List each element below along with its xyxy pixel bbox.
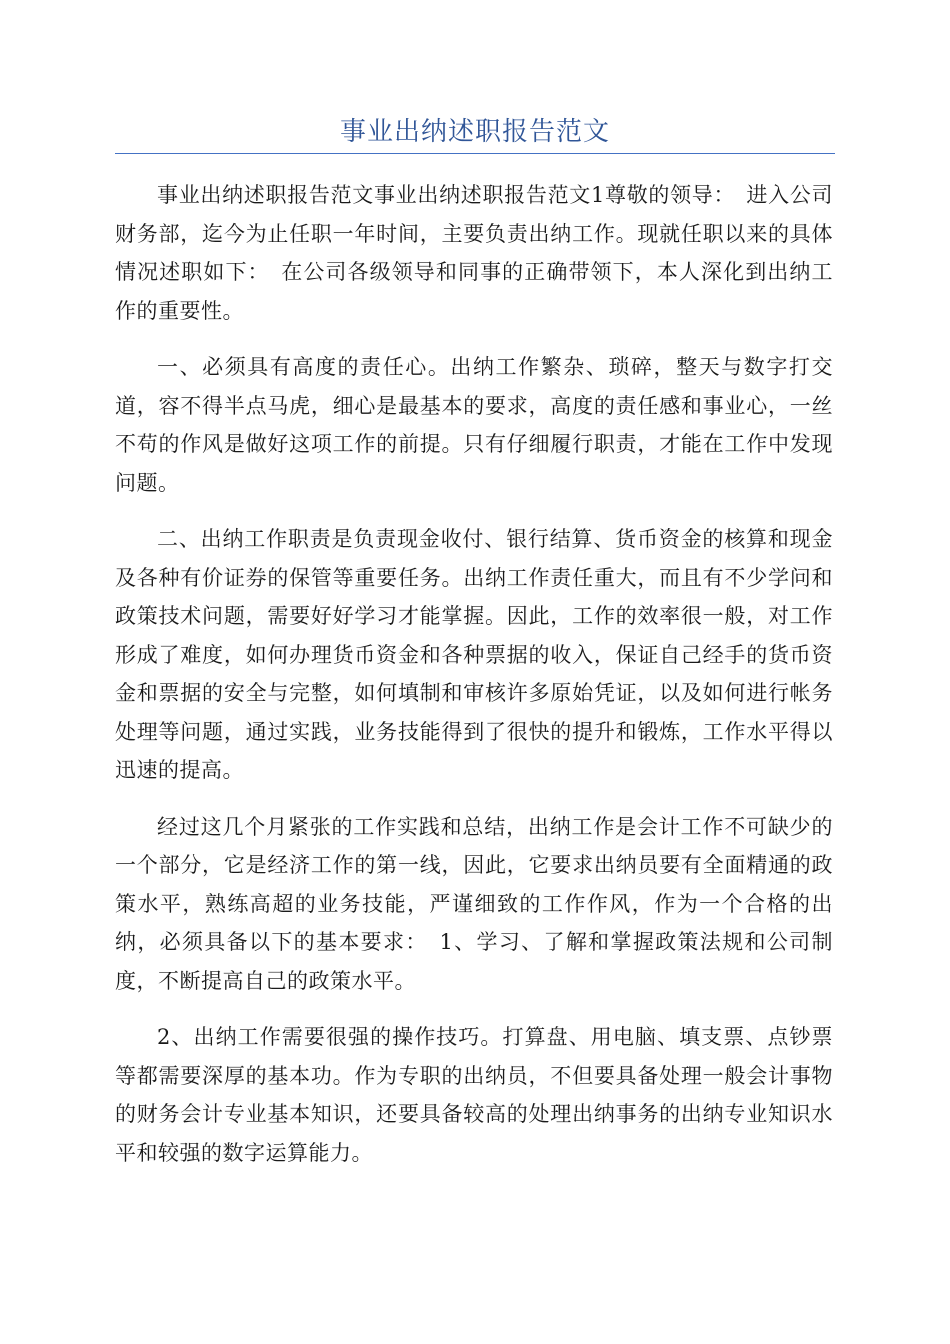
paragraph-2: 一、必须具有高度的责任心。出纳工作繁杂、琐碎，整天与数字打交道，容不得半点马虎，细心是最基本的要求，高度的责任感和事业心，一丝不苟的作风是做好这项工作的前提。只有仔细履行职责，才能在工作中发现问题。 bbox=[115, 355, 833, 495]
page-title: 事业出纳述职报告范文 bbox=[339, 117, 610, 147]
paragraph-3: 二、出纳工作职责是负责现金收付、银行结算、货币资金的核算和现金及各种有价证券的保管等重要任务。出纳工作责任重大，而且有不少学问和政策技术问题，需要好好学习才能掌握。因此，工作的效率很一般，对工作形成了难度，如何办理货币资金和各种票据的收入，保证自己经手的货币资金和票据的安全与完整，如何填制和审核许多原始凭证，以及如何进行帐务处理等问题，通过实践，业务技能得到了很快的提升和锻炼，工作水平得以迅速的提高。 bbox=[115, 527, 833, 782]
paragraph-4: 经过这几个月紧张的工作实践和总结，出纳工作是会计工作不可缺少的一个部分，它是经济工作的第一线，因此，它要求出纳员要有全面精通的政策水平，熟练高超的业务技能，严谨细致的工作作风，作为一个合格的出纳，必须具备以下的基本要求： 1、学习、了解和掌握政策法规和公司制度，不断提高自己的政策水平。 bbox=[115, 814, 833, 993]
document-body bbox=[115, 176, 833, 1190]
paragraph-1: 事业出纳述职报告范文事业出纳述职报告范文1尊敬的领导： 进入公司财务部，迄今为止任职一年时间，主要负责出纳工作。现就任职以来的具体情况述职如下： 在公司各级领导和同事的正确带领下，本人深化到出纳工作的重要性。 bbox=[115, 183, 833, 323]
title-underline bbox=[115, 153, 835, 154]
paragraph-5: 2、出纳工作需要很强的操作技巧。打算盘、用电脑、填支票、点钞票等都需要深厚的基本功。作为专职的出纳员，不但要具备处理一般会计事物的财务会计专业基本知识，还要具备较高的处理出纳事务的出纳专业知识水平和较强的数字运算能力。 bbox=[115, 1025, 833, 1165]
